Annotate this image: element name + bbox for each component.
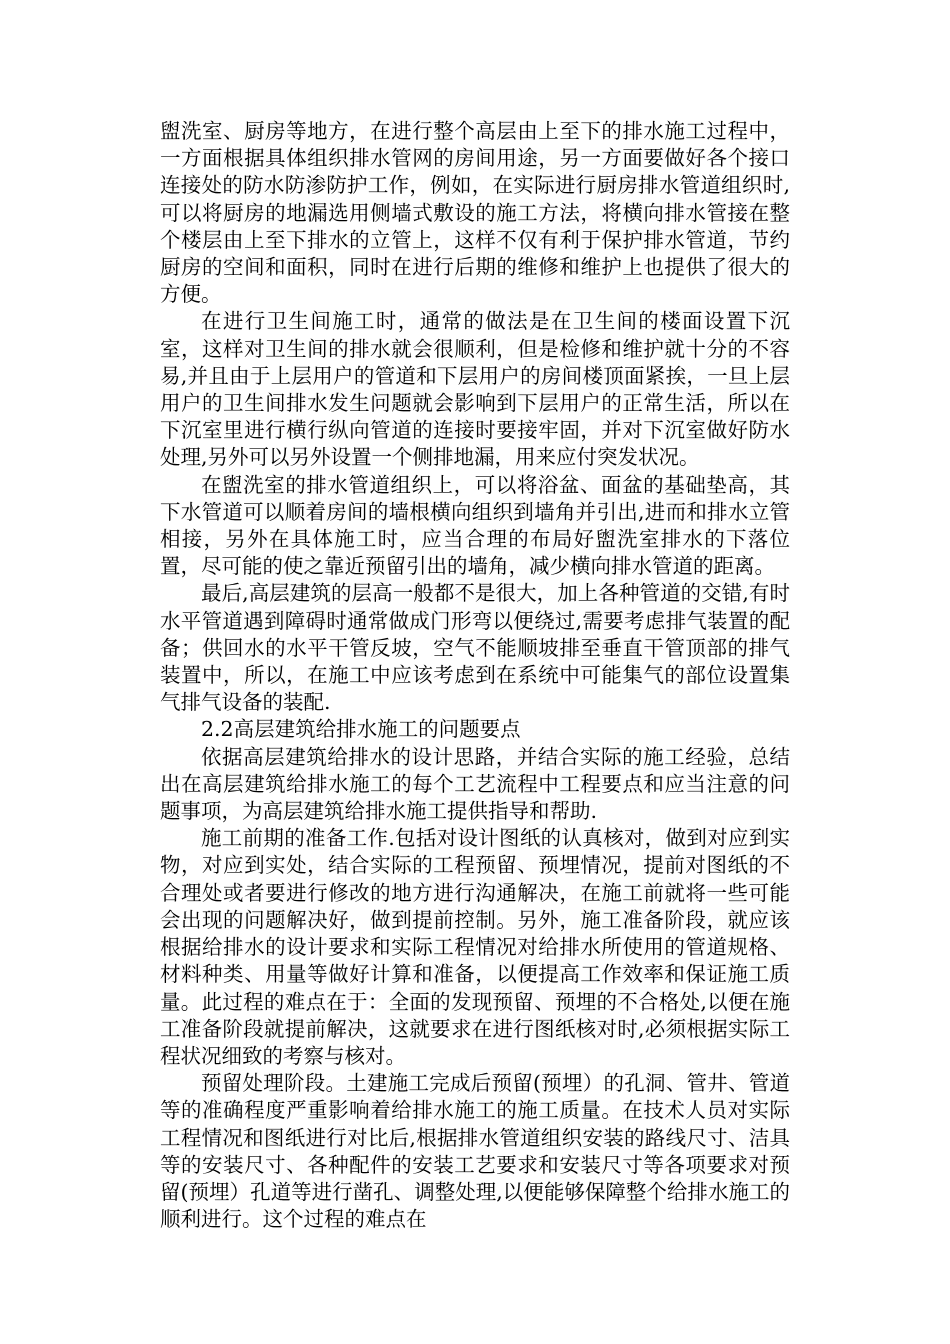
paragraph-reservation: 预留处理阶段。土建施工完成后预留(预埋）的孔洞、管井、管道等的准确程度严重影响着给排水施工的施工质量。在技术人员对实际工程情况和图纸进行对比后,根据排水管道组织安装的路线尺寸、洁具等的安装尺寸、各种配件的安装工艺要求和安装尺寸等各项要求对预留(预埋）孔道等进行凿孔、调整处理,以便能够保障整个给排水施工的顺利进行。这个过程的难点在 (160, 1071, 790, 1232)
paragraph-intro: 依据高层建筑给排水的设计思路，并结合实际的施工经验，总结出在高层建筑给排水施工的每个工艺流程中工程要点和应当注意的问题事项，为高层建筑给排水施工提供指导和帮助. (160, 744, 790, 824)
paragraph-washroom: 在盥洗室的排水管道组织上，可以将浴盆、面盆的基础垫高，其下水管道可以顺着房间的墙根横向组织到墙角并引出,进而和排水立管相接，另外在具体施工时，应当合理的布局好盥洗室排水的下落位置，尽可能的使之靠近预留引出的墙角，减少横向排水管道的距离。 (160, 472, 790, 579)
paragraph-finally: 最后,高层建筑的层高一般都不是很大，加上各种管道的交错,有时水平管道遇到障碍时通常做成门形弯以便绕过,需要考虑排气装置的配备；供回水的水平干管反坡，空气不能顺坡排至垂直干管顶部的排气装置中，所以，在施工中应该考虑到在系统中可能集气的部位设置集气排气设备的装配. (160, 581, 790, 715)
section-heading: 2.2高层建筑给排水施工的问题要点 (201, 717, 521, 742)
paragraph-continuation: 盥洗室、厨房等地方，在进行整个高层由上至下的排水施工过程中，一方面根据具体组织排水管网的房间用途，另一方面要做好各个接口连接处的防水防渗防护工作，例如，在实际进行厨房排水管道组织时,可以将厨房的地漏选用侧墙式敷设的施工方法，将横向排水管接在整个楼层由上至下排水的立管上，这样不仅有利于保护排水管道，节约厨房的空间和面积，同时在进行后期的维修和维护上也提供了很大的方便。 (160, 119, 790, 307)
paragraph-preparation: 施工前期的准备工作.包括对设计图纸的认真核对，做到对应到实物，对应到实处，结合实际的工程预留、预埋情况，提前对图纸的不合理处或者要进行修改的地方进行沟通解决，在施工前就将一些可能会出现的问题解决好，做到提前控制。另外，施工准备阶段，就应该根据给排水的设计要求和实际工程情况对给排水所使用的管道规格、材料种类、用量等做好计算和准备，以便提高工作效率和保证施工质量。此过程的难点在于：全面的发现预留、预埋的不合格处,以便在施工准备阶段就提前解决，这就要求在进行图纸核对时,必须根据实际工程状况细致的考察与核对。 (160, 826, 790, 1068)
document-body (160, 118, 790, 1233)
paragraph-bathroom: 在进行卫生间施工时，通常的做法是在卫生间的楼面设置下沉室，这样对卫生间的排水就会很顺利，但是检修和维护就十分的不容易,并且由于上层用户的管道和下层用户的房间楼顶面紧挨，一旦上层用户的卫生间排水发生问题就会影响到下层用户的正常生活，所以在下沉室里进行横行纵向管道的连接时要接牢固，并对下沉室做好防水处理,另外可以另外设置一个侧排地漏，用来应付突发状况。 (160, 309, 790, 470)
